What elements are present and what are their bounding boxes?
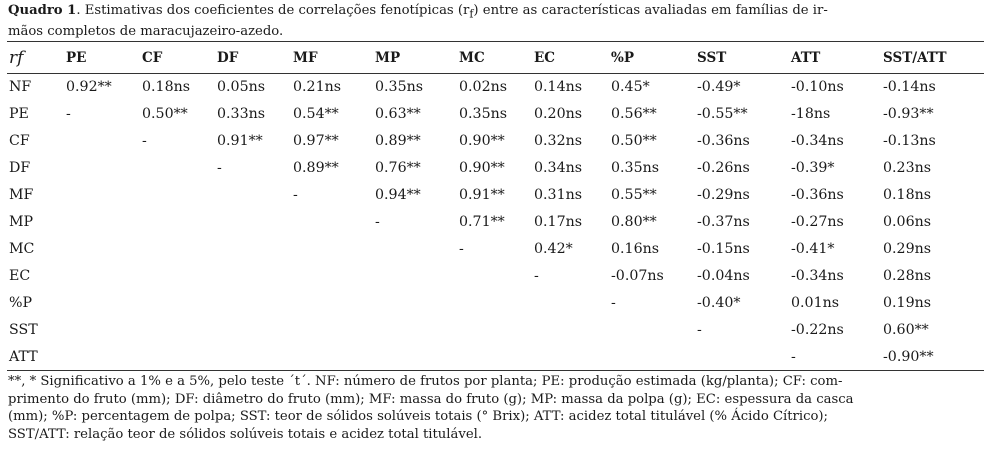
table-cell xyxy=(217,262,293,289)
table-cell xyxy=(459,343,534,370)
table-cell: - xyxy=(459,240,464,257)
table-cell xyxy=(293,235,375,262)
table-cell: - xyxy=(142,132,147,149)
table-cell: 0.16ns xyxy=(611,240,660,257)
table-cell: 0.19ns xyxy=(883,294,932,311)
table-row xyxy=(7,127,984,154)
table-cell: -0.39* xyxy=(791,159,835,176)
table-row xyxy=(7,235,984,262)
row-label: MP xyxy=(9,213,34,230)
table-cell: 0.14ns xyxy=(534,78,583,95)
table-cell xyxy=(375,343,459,370)
table-cell xyxy=(66,262,142,289)
table-cell: 0.42* xyxy=(534,240,573,257)
row-label: %P xyxy=(9,294,33,311)
table-cell: - xyxy=(534,267,539,284)
table-cell xyxy=(375,235,459,262)
table-cell xyxy=(142,208,217,235)
table-cell: 0.18ns xyxy=(142,78,191,95)
column-header: DF xyxy=(217,49,239,66)
table-cell: 0.34ns xyxy=(534,159,583,176)
table-cell xyxy=(142,154,217,181)
table-cell: 0.92** xyxy=(66,78,112,95)
table-cell xyxy=(66,181,142,208)
table-cell: 0.35ns xyxy=(375,78,424,95)
table-cell: -0.26ns xyxy=(697,159,750,176)
table-cell: - xyxy=(293,186,298,203)
table-cell xyxy=(66,235,142,262)
table-cell xyxy=(293,316,375,343)
table-cell: 0.56** xyxy=(611,105,657,122)
column-header: PE xyxy=(66,49,87,66)
table-cell xyxy=(66,208,142,235)
footnote-line: **, * Significativo a 1% e a 5%, pelo teste ´t´. NF: número de frutos por planta; PE: produção estimada (kg/planta); CF: com- xyxy=(8,374,843,389)
table-row xyxy=(7,73,984,100)
table-cell xyxy=(217,235,293,262)
table-cell xyxy=(293,343,375,370)
table-cell xyxy=(293,262,375,289)
row-label: CF xyxy=(9,132,30,149)
row-label: MC xyxy=(9,240,35,257)
header-row xyxy=(7,42,984,73)
table-cell xyxy=(611,343,697,370)
table-cell: 0.23ns xyxy=(883,159,932,176)
table-cell xyxy=(459,262,534,289)
table-cell: -0.29ns xyxy=(697,186,750,203)
caption-text-cont: ) entre as características avaliadas em famílias de ir- xyxy=(473,3,828,18)
table-cell xyxy=(534,343,611,370)
row-label: NF xyxy=(9,78,32,95)
table-cell: 0.45* xyxy=(611,78,650,95)
table-row xyxy=(7,343,984,370)
column-header: %P xyxy=(611,49,634,66)
table-cell: -0.04ns xyxy=(697,267,750,284)
column-header: MC xyxy=(459,49,485,66)
column-header: SST xyxy=(697,49,727,66)
table-cell xyxy=(459,316,534,343)
table-cell: 0.02ns xyxy=(459,78,508,95)
table-cell xyxy=(66,316,142,343)
table-cell: 0.60** xyxy=(883,321,929,338)
table-cell xyxy=(217,343,293,370)
table-cell: 0.90** xyxy=(459,132,505,149)
table-cell xyxy=(534,316,611,343)
table-cell: 0.18ns xyxy=(883,186,932,203)
table-cell xyxy=(375,289,459,316)
table-row xyxy=(7,181,984,208)
table-cell: -0.34ns xyxy=(791,132,844,149)
table-cell: 0.91** xyxy=(217,132,263,149)
table-body xyxy=(7,73,984,370)
row-label: EC xyxy=(9,267,31,284)
table-cell: 0.20ns xyxy=(534,105,583,122)
table-cell: 0.05ns xyxy=(217,78,266,95)
footnote-line: SST/ATT: relação teor de sólidos solúveis totais e acidez total titulável. xyxy=(8,426,483,442)
table-cell: - xyxy=(375,213,380,230)
table-cell xyxy=(142,181,217,208)
column-header: ATT xyxy=(791,49,821,66)
table-cell xyxy=(611,316,697,343)
table-cell: - xyxy=(217,159,222,176)
table-cell: -0.40* xyxy=(697,294,741,311)
column-header: MP xyxy=(375,49,401,66)
table-cell: 0.21ns xyxy=(293,78,342,95)
table-cell: 0.63** xyxy=(375,105,421,122)
table-cell: -0.15ns xyxy=(697,240,750,257)
table-cell: -0.27ns xyxy=(791,213,844,230)
table-cell: 0.32ns xyxy=(534,132,583,149)
table-cell xyxy=(697,343,791,370)
table-cell: -0.34ns xyxy=(791,267,844,284)
table-cell: -0.13ns xyxy=(883,132,936,149)
table-cell xyxy=(293,208,375,235)
table-cell: -0.55** xyxy=(697,105,748,122)
table-bottom-rule xyxy=(7,370,984,371)
footnote-line: (mm); %P: percentagem de polpa; SST: teor de sólidos solúveis totais (° Brix); ATT: acidez total titulável (% Ácido Cítrico); xyxy=(8,409,828,424)
table-row xyxy=(7,100,984,127)
table-cell: 0.35ns xyxy=(611,159,660,176)
table-cell: 0.01ns xyxy=(791,294,840,311)
table-cell xyxy=(142,289,217,316)
table-cell: 0.89** xyxy=(375,132,421,149)
caption-subscript: f xyxy=(469,7,474,21)
table-cell: 0.50** xyxy=(611,132,657,149)
table-cell: - xyxy=(791,348,796,365)
caption-label: Quadro 1 xyxy=(8,3,77,18)
table-cell xyxy=(293,289,375,316)
table-cell: 0.90** xyxy=(459,159,505,176)
table-cell: -0.36ns xyxy=(697,132,750,149)
column-header: SST/ATT xyxy=(883,49,947,66)
table-cell: -0.37ns xyxy=(697,213,750,230)
table-cell xyxy=(459,289,534,316)
table-cell: - xyxy=(611,294,616,311)
table-cell: -0.41* xyxy=(791,240,835,257)
table-cell: -0.90** xyxy=(883,348,934,365)
table-cell: 0.06ns xyxy=(883,213,932,230)
table-cell xyxy=(217,181,293,208)
table-row xyxy=(7,316,984,343)
row-label: MF xyxy=(9,186,34,203)
table-caption xyxy=(8,2,984,40)
table-cell: 0.50** xyxy=(142,105,188,122)
table-cell: 0.17ns xyxy=(534,213,583,230)
table-cell: 0.55** xyxy=(611,186,657,203)
table-cell xyxy=(142,316,217,343)
table-cell: -0.93** xyxy=(883,105,934,122)
column-header: MF xyxy=(293,49,318,66)
table-cell: 0.91** xyxy=(459,186,505,203)
table-cell: 0.54** xyxy=(293,105,339,122)
table-cell: - xyxy=(66,105,71,122)
table-cell: -18ns xyxy=(791,105,831,122)
table-cell xyxy=(375,316,459,343)
table-cell: -0.36ns xyxy=(791,186,844,203)
table-cell: 0.94** xyxy=(375,186,421,203)
table-cell: 0.71** xyxy=(459,213,505,230)
table-cell: -0.10ns xyxy=(791,78,844,95)
table-cell xyxy=(142,235,217,262)
table-row xyxy=(7,208,984,235)
table-row xyxy=(7,154,984,181)
row-label: PE xyxy=(9,105,29,122)
table-cell xyxy=(375,262,459,289)
column-header: EC xyxy=(534,49,556,66)
table-cell xyxy=(66,154,142,181)
row-label: DF xyxy=(9,159,31,176)
table-cell: 0.80** xyxy=(611,213,657,230)
table-cell: -0.49* xyxy=(697,78,741,95)
table-cell: -0.07ns xyxy=(611,267,664,284)
table-cell: 0.28ns xyxy=(883,267,932,284)
caption-line-2: mãos completos de maracujazeiro-azedo. xyxy=(8,23,284,39)
corner-header: rf xyxy=(9,47,24,68)
table-cell: 0.33ns xyxy=(217,105,266,122)
column-header: CF xyxy=(142,49,163,66)
correlation-table xyxy=(7,42,984,370)
table-cell: 0.29ns xyxy=(883,240,932,257)
row-label: ATT xyxy=(9,348,38,365)
footnote-line: primento do fruto (mm); DF: diâmetro do fruto (mm); MF: massa do fruto (g); MP: massa da polpa (g); EC: espessura da casca xyxy=(8,391,854,407)
table-cell xyxy=(217,316,293,343)
table-cell: - xyxy=(697,321,702,338)
table-cell xyxy=(217,208,293,235)
table-cell xyxy=(534,289,611,316)
table-cell: -0.14ns xyxy=(883,78,936,95)
table-row xyxy=(7,289,984,316)
table-cell: 0.35ns xyxy=(459,105,508,122)
table-cell: 0.97** xyxy=(293,132,339,149)
table-cell xyxy=(142,343,217,370)
table-cell xyxy=(66,127,142,154)
table-cell xyxy=(142,262,217,289)
table-cell: -0.22ns xyxy=(791,321,844,338)
row-label: SST xyxy=(9,321,38,338)
table-cell xyxy=(66,343,142,370)
table-footnote xyxy=(8,373,984,443)
table-cell: 0.76** xyxy=(375,159,421,176)
table-row xyxy=(7,262,984,289)
table-cell xyxy=(217,289,293,316)
table-cell: 0.89** xyxy=(293,159,339,176)
table-cell: 0.31ns xyxy=(534,186,583,203)
caption-text: . Estimativas dos coeficientes de correlações fenotípicas (r xyxy=(76,3,470,18)
table-cell xyxy=(66,289,142,316)
